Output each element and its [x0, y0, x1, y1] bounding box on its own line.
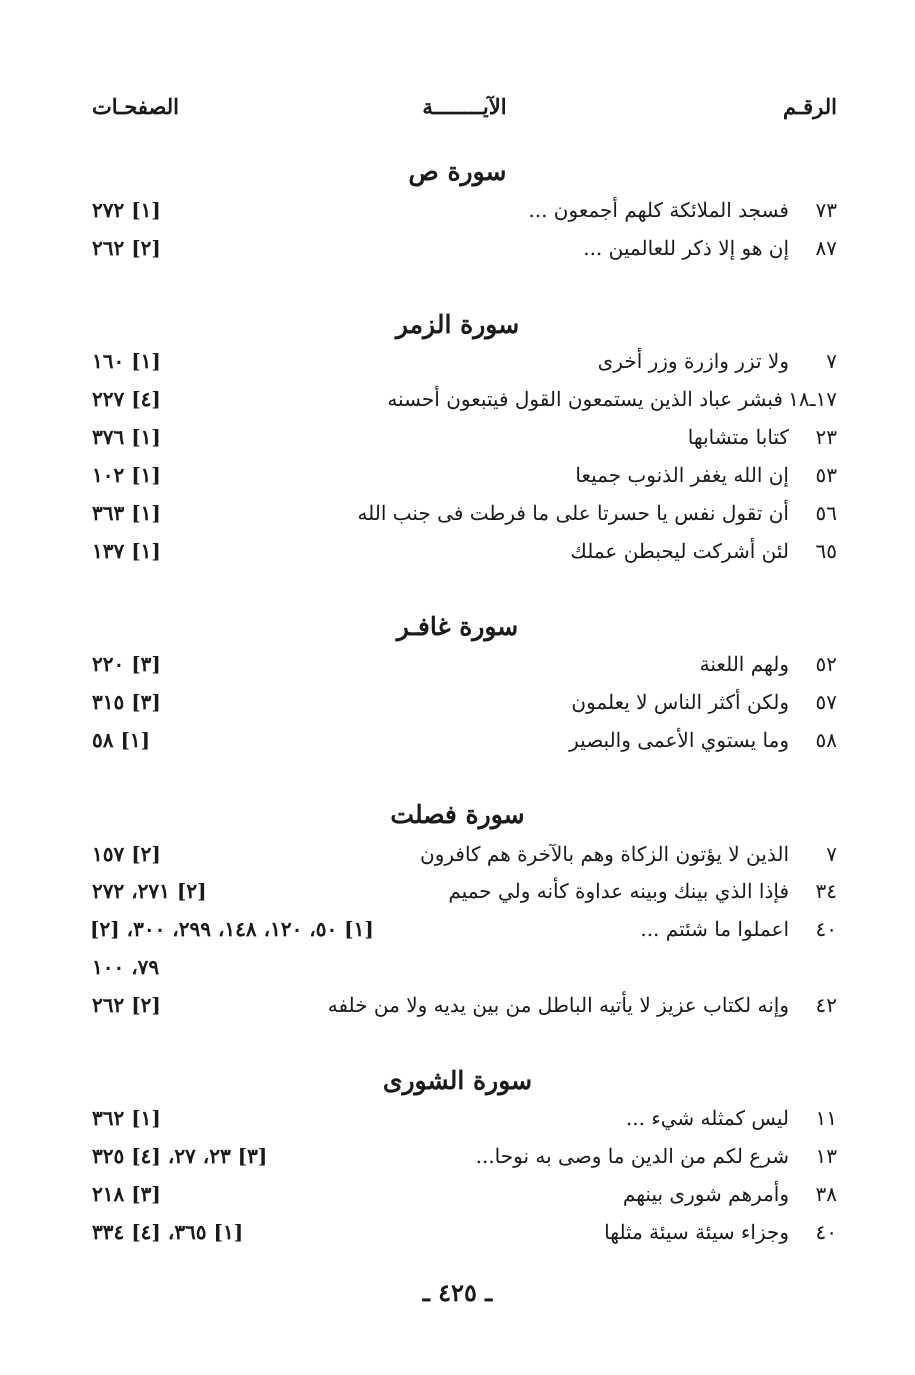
ayah-number: ٣٤: [815, 879, 837, 903]
ayah-number: ١١: [815, 1106, 837, 1130]
page-refs-continuation: ٧٩، ١٠٠: [92, 955, 160, 979]
index-row: [0, 198, 915, 232]
index-row: [0, 425, 915, 459]
index-row: [0, 236, 915, 270]
page-refs: [٣] ٣١٥: [92, 690, 161, 714]
ayah-text: وإنه لكتاب عزيز لا يأتيه الباطل من بين يديه ولا من خلفه: [327, 993, 789, 1017]
page-number: ـ ٤٢٥ ـ: [422, 1278, 493, 1307]
ayah-text: فسجد الملائكة كلهم أجمعون ...: [528, 198, 789, 222]
ayah-text: ليس كمثله شيء ...: [625, 1106, 789, 1130]
surah-title: سورة الزمر: [395, 310, 520, 339]
column-header: [92, 94, 837, 128]
page-refs: [١] ٣٧٦: [92, 425, 161, 449]
ayah-number: ٥٢: [815, 652, 837, 676]
ayah-number: ٤٠: [815, 1220, 837, 1244]
index-row: [0, 917, 915, 951]
page-refs: [١] ٣٦٢: [92, 1106, 161, 1130]
ayah-text: لئن أشركت ليحبطن عملك: [570, 539, 789, 563]
page-refs: [١] ٢٧٢: [92, 198, 161, 222]
ayah-text: كتابا متشابها: [687, 425, 789, 449]
index-row: [0, 1144, 915, 1178]
ayah-text: إن هو إلا ذكر للعالمين ...: [583, 236, 789, 260]
header-number-label: الرقـم: [783, 94, 837, 119]
index-row: [0, 1220, 915, 1254]
index-row: [0, 1182, 915, 1216]
index-row: [0, 501, 915, 535]
ayah-number: ٥٨: [815, 728, 837, 752]
ayah-number: ٥٦: [815, 501, 837, 525]
page-refs: [٢] ١٥٧: [92, 842, 161, 866]
ayah-text: وما يستوي الأعمى والبصير: [569, 728, 789, 752]
index-row: [0, 842, 915, 876]
index-row: [0, 349, 915, 383]
ayah-text: أن تقول نفس يا حسرتا على ما فرطت فى جنب الله: [357, 501, 789, 525]
page-refs: [٣] ٢٢٠: [92, 652, 161, 676]
ayah-number: ٦٥: [815, 539, 837, 563]
header-pages-label: الصفحـات: [92, 94, 179, 119]
ayah-number: ٥٧: [815, 690, 837, 714]
index-row: [0, 539, 915, 573]
page-refs: [١] ١٦٠: [92, 349, 161, 373]
ayah-text: ولكن أكثر الناس لا يعلمون: [571, 690, 789, 714]
ayah-number: ٣٨: [815, 1182, 837, 1206]
index-row: [0, 690, 915, 724]
index-row-continuation: [0, 955, 915, 989]
surah-title: سورة فصلت: [390, 800, 525, 829]
ayah-number: ٤٢: [815, 993, 837, 1017]
page-refs: [١] ٣٦٣: [92, 501, 161, 525]
ayah-text: ولهم اللعنة: [699, 652, 789, 676]
page-refs: [٣] ٢٣، ٢٧، [٤] ٣٢٥: [92, 1144, 268, 1168]
page-refs: [١] ٥٨: [92, 728, 151, 752]
ayah-text: الذين لا يؤتون الزكاة وهم بالآخرة هم كافرون: [420, 842, 789, 866]
index-row: [0, 1106, 915, 1140]
ayah-number: ٧: [826, 349, 837, 373]
page-refs: [٣] ٢١٨: [92, 1182, 161, 1206]
ayah-number: ١٣: [815, 1144, 837, 1168]
ayah-text: فإذا الذي بينك وبينه عداوة كأنه ولي حميم: [448, 879, 789, 903]
page-refs: [١] ٥٠، ١٢٠، ١٤٨، ٢٩٩، ٣٠٠، [٢]: [90, 917, 374, 941]
page-refs: [١] ١٠٢: [92, 463, 161, 487]
index-row: [0, 652, 915, 686]
ayah-number: ٢٣: [815, 425, 837, 449]
ayah-number: ٨٧: [815, 236, 837, 260]
ayah-number: ٧: [826, 842, 837, 866]
page-refs: [٢] ٢٦٢: [92, 993, 161, 1017]
ayah-text: ولا تزر وازرة وزر أخرى: [597, 349, 789, 373]
ayah-text: اعملوا ما شئتم ...: [640, 917, 789, 941]
ayah-number: ٥٣: [815, 463, 837, 487]
page-refs: [١] ١٣٧: [92, 539, 161, 563]
ayah-text: شرع لكم من الدين ما وصى به نوحا...: [475, 1144, 789, 1168]
index-row: [0, 387, 915, 421]
surah-title: سورة غافـر: [396, 612, 519, 641]
ayah-text: إن الله يغفر الذنوب جميعا: [575, 463, 789, 487]
page-refs: [١] ٣٦٥، [٤] ٣٣٤: [92, 1220, 244, 1244]
header-ayah-label: الآيــــــــة: [422, 94, 507, 119]
page-refs: [٢] ٢٦٢: [92, 236, 161, 260]
index-row: [0, 463, 915, 497]
page-refs: [٤] ٢٢٧: [92, 387, 161, 411]
surah-title: سورة ص: [408, 157, 507, 186]
index-row: [0, 993, 915, 1027]
index-row: [0, 728, 915, 762]
ayah-text: وجزاء سيئة سيئة مثلها: [604, 1220, 789, 1244]
ayah-number: ١٧ـ١٨: [788, 387, 837, 411]
index-row: [0, 879, 915, 913]
ayah-number: ٤٠: [815, 917, 837, 941]
ayah-text: فبشر عباد الذين يستمعون القول فيتبعون أحسنه: [387, 387, 783, 411]
ayah-number: ٧٣: [815, 198, 837, 222]
page-refs: [٢] ٢٧١، ٢٧٢: [92, 879, 207, 903]
surah-title: سورة الشورى: [382, 1066, 533, 1095]
ayah-text: وأمرهم شورى بينهم: [622, 1182, 789, 1206]
